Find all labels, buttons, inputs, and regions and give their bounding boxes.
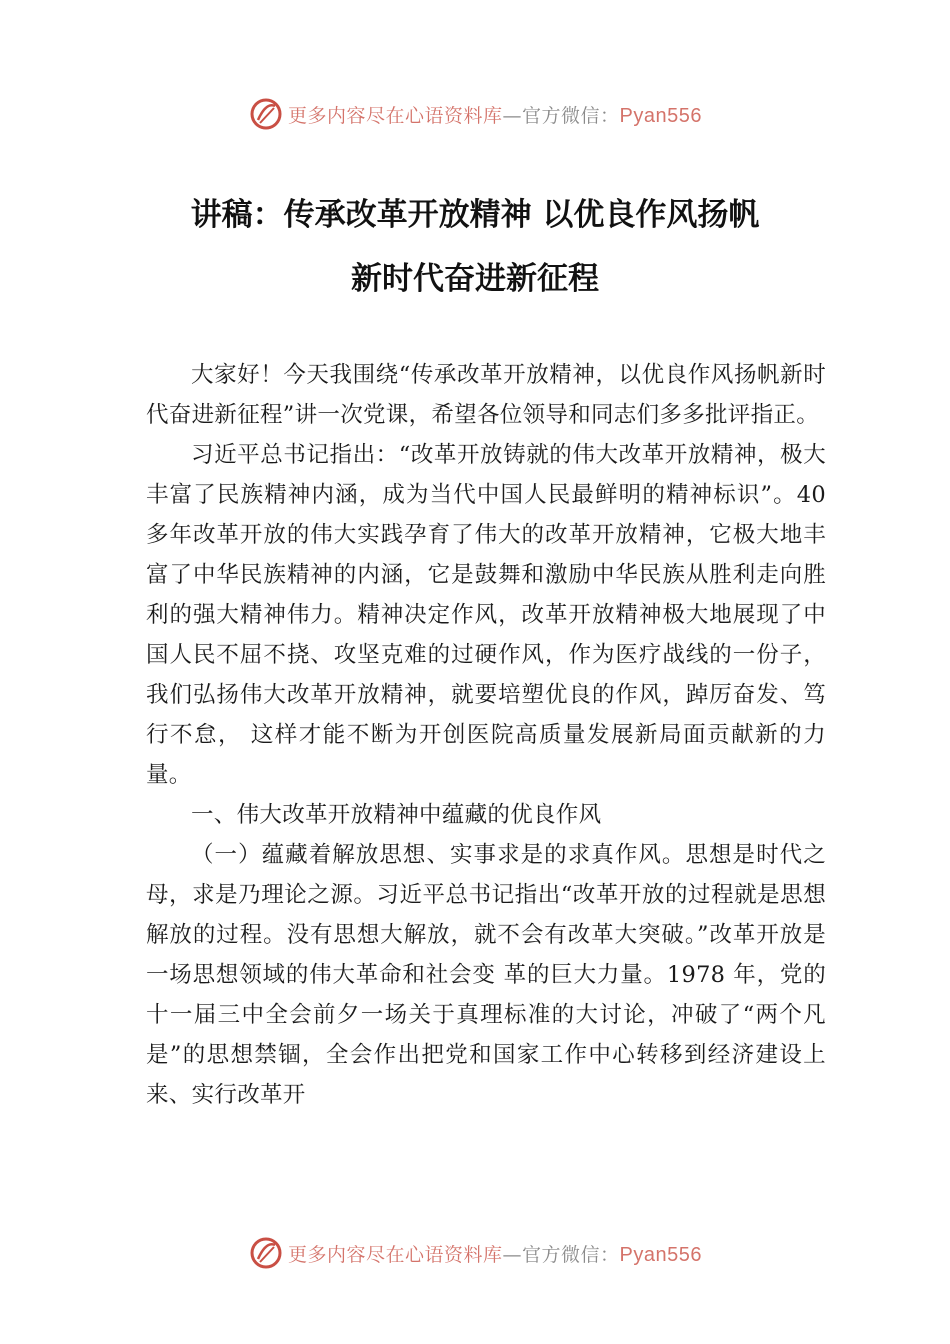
logo-icon [248,1235,284,1271]
watermark-id-text: Pyan556 [619,1243,702,1266]
watermark-text [288,101,702,128]
paragraph-quote: 习近平总书记指出：“改革开放铸就的伟大改革开放精神，极大丰富了民族精神内涵，成为当代中国人民最鲜明的精神标识”。40 多年改革开放的伟大实践孕育了伟大的改革开放精神，它极大地丰富了中华民族精神的内涵，它是鼓舞和激励中华民族从胜利走向胜利的强大精神伟力。精神决定作风，改革开放精神极大地展现了中国人民不屈不挠、攻坚克难的过硬作风，作为医疗战线的一份子，我们弘扬伟大改革开放精神，就要培塑优良的作风，踔厉奋发、笃行不怠， 这样才能不断为开创医院高质量发展新局面贡献新的力量。 [146,442,826,788]
document-body [146,355,826,1115]
title-line-1: 讲稿：传承改革开放精神 以优良作风扬帆 [190,197,760,233]
watermark-red-text: 更多内容尽在心语资料库 [288,104,503,127]
watermark-footer [0,1233,950,1273]
watermark-id-text: Pyan556 [619,104,702,127]
section-heading-1: 一、伟大改革开放精神中蕴藏的优良作风 [191,802,602,828]
watermark-header [0,94,950,134]
watermark-gray-text: —官方微信： [502,1243,620,1266]
paragraph-subsection-1: （一）蕴藏着解放思想、实事求是的求真作风。思想是时代之母，求是乃理论之源。习近平总书记指出“改革开放的过程就是思想解放的过程。没有思想大解放，就不会有改革大突破。”改革开放是一场思想领域的伟大革命和社会变 革的巨大力量。1978 年，党的十一届三中全会前夕一场关于真理标准的大讨论，冲破了“两个凡是”的思想禁锢，全会作出把党和国家工作中心转移到经济建设上来、实行改革开 [146,842,826,1108]
watermark-text [288,1240,702,1267]
watermark-red-text: 更多内容尽在心语资料库 [288,1243,503,1266]
logo-icon [248,96,284,132]
title-line-2: 新时代奋进新征程 [351,261,599,297]
watermark-gray-text: —官方微信： [502,104,620,127]
paragraph-intro: 大家好！今天我围绕“传承改革开放精神，以优良作风扬帆新时代奋进新征程”讲一次党课，希望各位领导和同志们多多批评指正。 [146,362,826,428]
document-title [0,183,950,311]
